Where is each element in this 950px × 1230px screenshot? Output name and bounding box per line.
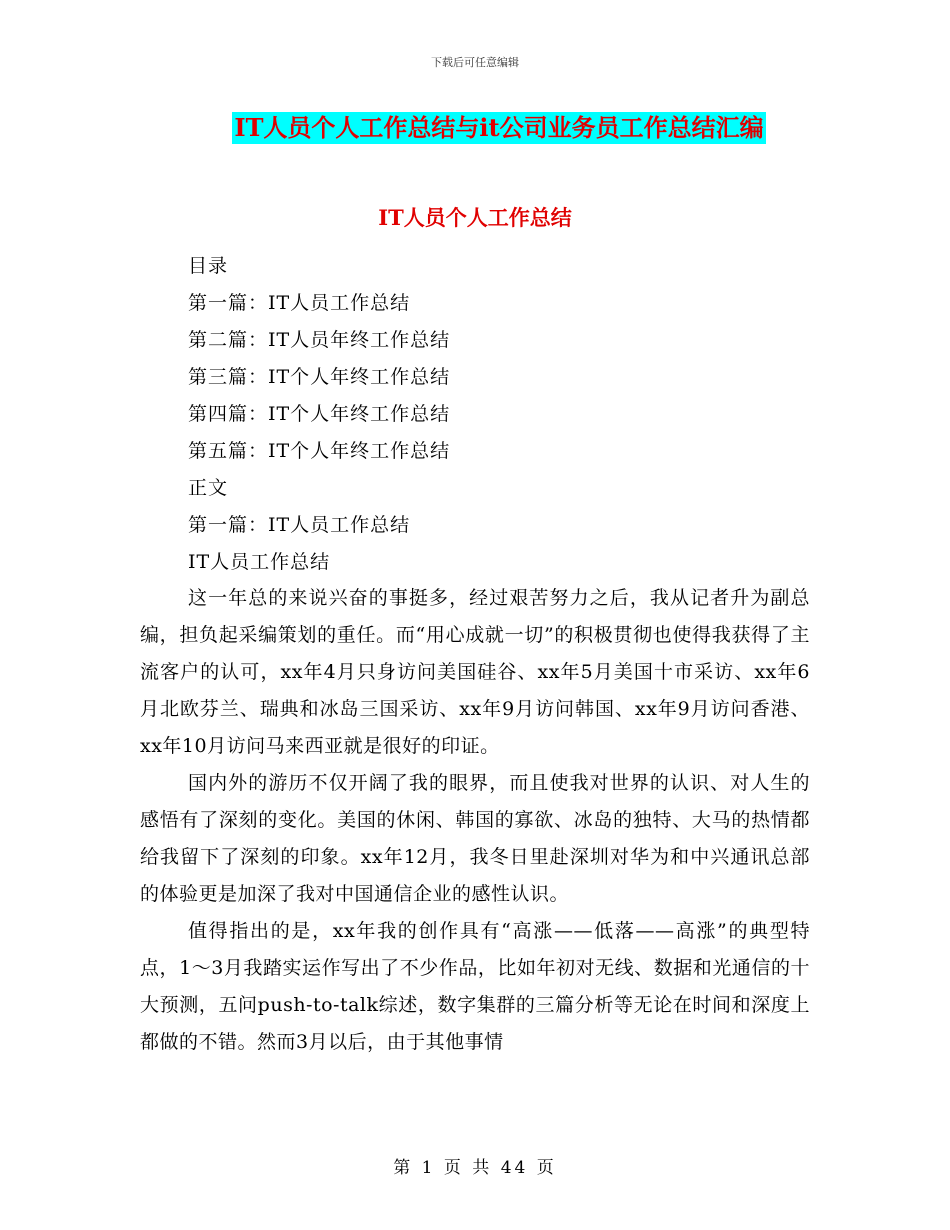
chapter-title: IT人员工作总结 [188,551,331,573]
toc-item: 第二篇：IT人员年终工作总结 [188,329,451,351]
body-heading: 正文 [188,477,229,499]
toc-item: 第一篇：IT人员工作总结 [188,292,411,314]
toc-item: 第三篇：IT个人年终工作总结 [188,366,451,388]
table-of-contents [188,248,828,581]
header-note: 下载后可任意编辑 [431,56,519,69]
paragraph: 这一年总的来说兴奋的事挺多，经过艰苦努力之后，我从记者升为副总编，担负起采编策划的重任。而“用心成就一切”的积极贯彻也使得我获得了主流客户的认可，xx年4月只身访问美国硅谷、xx年5月美国十市采访、xx年6月北欧芬兰、瑞典和冰岛三国采访、xx年9月访问韩国、xx年9月访问香港、xx年10月访问马来西亚就是很好的印证。 [140,587,810,757]
toc-item: 第四篇：IT个人年终工作总结 [188,403,451,425]
main-title-container [0,112,950,144]
page-footer: 第 1 页 共 44 页 [393,1158,557,1178]
sub-title: IT人员个人工作总结 [378,205,572,230]
body-text [140,580,810,1061]
paragraph: 国内外的游历不仅开阔了我的眼界，而且使我对世界的认识、对人生的感悟有了深刻的变化。美国的休闲、韩国的寡欲、冰岛的独特、大马的热情都给我留下了深刻的印象。xx年12月，我冬日里赴深圳对华为和中兴通讯总部的体验更是加深了我对中国通信企业的感性认识。 [140,772,810,905]
toc-heading: 目录 [188,255,229,277]
paragraph: 值得指出的是，xx年我的创作具有“高涨——低落——高涨”的典型特点，1～3月我踏实运作写出了不少作品，比如年初对无线、数据和光通信的十大预测，五问push-to-talk综述，数字集群的三篇分析等无论在时间和深度上都做的不错。然而3月以后，由于其他事情 [140,920,810,1053]
main-title: IT人员个人工作总结与it公司业务员工作总结汇编 [234,113,764,142]
toc-item: 第五篇：IT个人年终工作总结 [188,440,451,462]
chapter-heading: 第一篇：IT人员工作总结 [188,514,411,536]
